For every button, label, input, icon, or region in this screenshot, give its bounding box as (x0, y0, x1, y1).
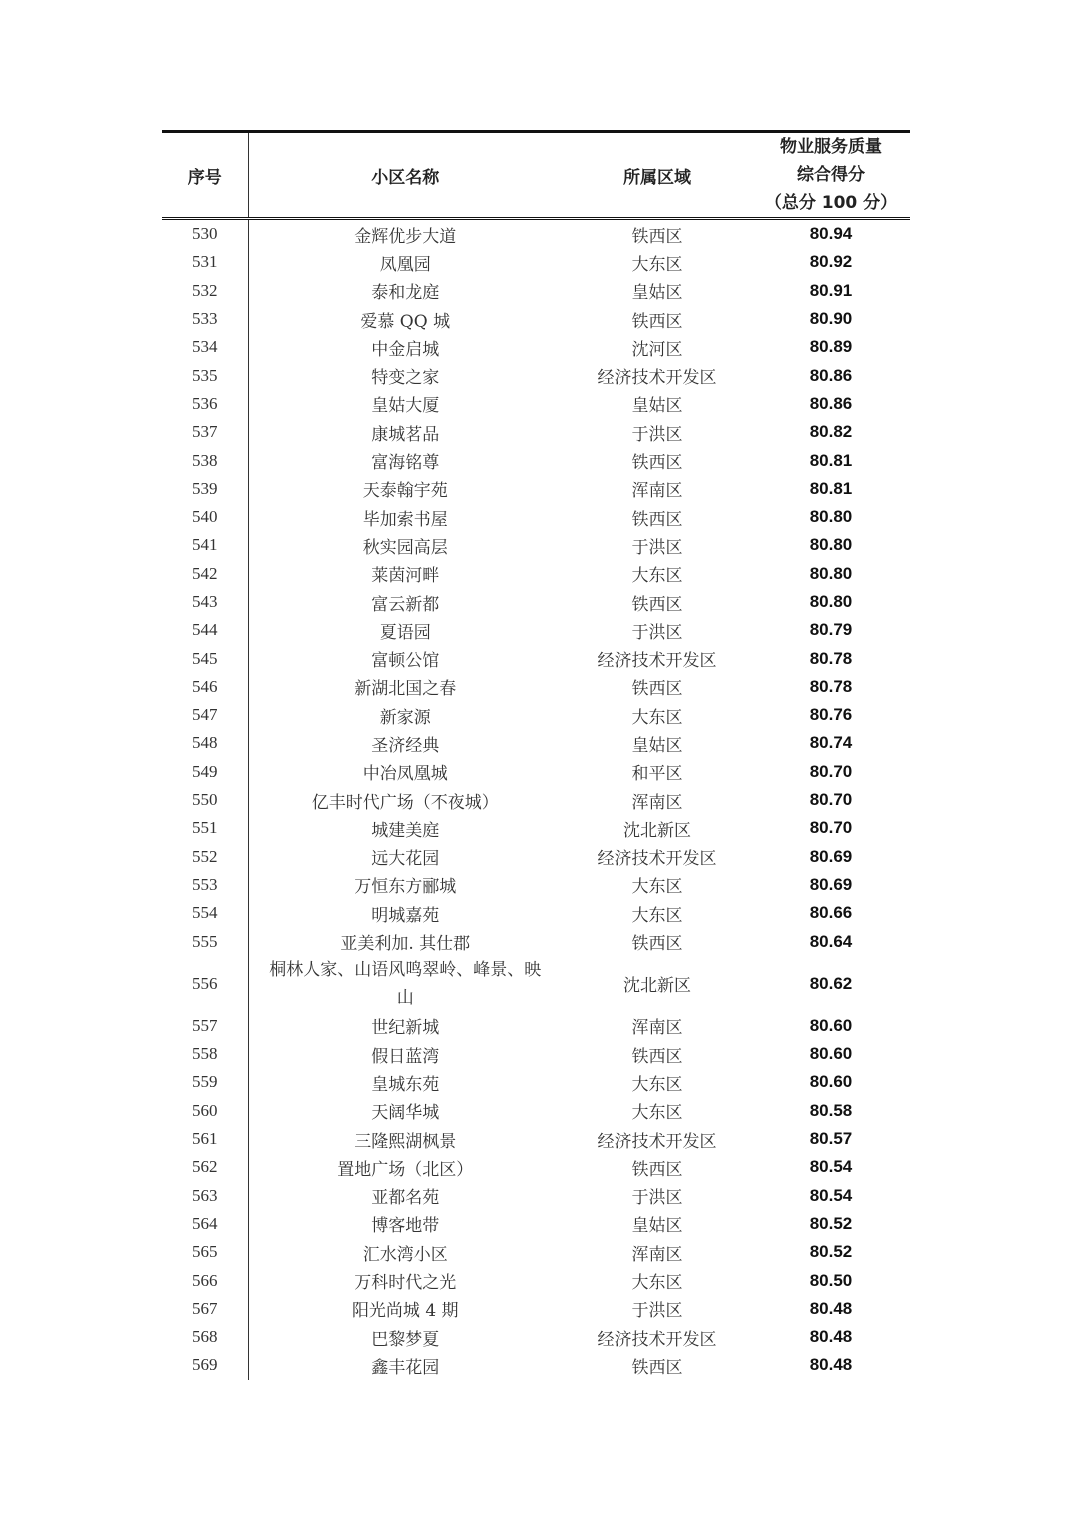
row-index: 537 (162, 418, 248, 446)
table-row (162, 956, 910, 1012)
row-index: 540 (162, 503, 248, 531)
row-district: 皇姑区 (631, 396, 683, 417)
row-index: 562 (162, 1153, 248, 1181)
table-row (162, 475, 910, 503)
row-community-name: 中金启城 (371, 339, 440, 360)
row-district: 大东区 (631, 254, 683, 275)
row-district: 大东区 (631, 1103, 683, 1124)
row-district: 于洪区 (631, 1188, 683, 1209)
row-index: 558 (162, 1040, 248, 1068)
row-community-name: 富顿公馆 (371, 651, 440, 672)
row-community-name: 金辉优步大道 (354, 226, 457, 247)
row-score: 80.90 (809, 309, 853, 329)
row-score: 80.78 (809, 648, 853, 668)
row-score: 80.52 (809, 1242, 853, 1262)
table-row (162, 1012, 910, 1040)
row-index: 538 (162, 446, 248, 474)
header-index: 序号 (162, 132, 248, 219)
row-score: 80.80 (809, 563, 853, 583)
row-community-name: 鑫丰花园 (371, 1357, 440, 1378)
row-score: 80.58 (809, 1100, 853, 1120)
row-district: 大东区 (631, 877, 683, 898)
row-index: 553 (162, 871, 248, 899)
row-index: 549 (162, 758, 248, 786)
row-community-name: 亚美利加. 其仕郡 (340, 934, 471, 955)
header-row (162, 132, 910, 219)
table-row (162, 1182, 910, 1210)
row-index: 551 (162, 814, 248, 842)
row-district: 浑南区 (631, 1244, 683, 1265)
row-index: 542 (162, 560, 248, 588)
row-index: 554 (162, 899, 248, 927)
row-district: 于洪区 (631, 424, 683, 445)
row-score: 80.94 (809, 224, 853, 244)
row-score: 80.50 (809, 1270, 853, 1290)
row-community-name: 远大花园 (371, 849, 440, 870)
row-index: 563 (162, 1182, 248, 1210)
row-index: 547 (162, 701, 248, 729)
row-index: 556 (162, 956, 248, 1012)
row-score: 80.48 (809, 1298, 853, 1318)
row-community-name (248, 956, 562, 1012)
row-community-name: 特变之家 (371, 368, 440, 389)
property-service-ranking-table (162, 130, 910, 1380)
row-community-name: 阳光尚城 4 期 (351, 1301, 459, 1322)
ranking-table-container (162, 130, 910, 1380)
row-district: 大东区 (631, 905, 683, 926)
table-row (162, 814, 910, 842)
row-community-name: 三隆熙湖枫景 (354, 1131, 457, 1152)
row-community-name: 皇城东苑 (371, 1074, 440, 1095)
row-index: 550 (162, 786, 248, 814)
row-district: 铁西区 (631, 594, 683, 615)
table-row (162, 758, 910, 786)
row-district: 皇姑区 (631, 283, 683, 304)
header-community-name: 小区名称 (371, 167, 440, 188)
header-district: 所属区域 (623, 167, 691, 188)
row-district: 沈北新区 (623, 976, 691, 997)
row-district: 经济技术开发区 (597, 1131, 717, 1152)
row-district: 大东区 (631, 566, 683, 587)
row-community-name: 皇姑大厦 (371, 396, 440, 417)
row-district: 皇姑区 (631, 735, 683, 756)
row-score: 80.78 (809, 676, 853, 696)
row-district: 铁西区 (631, 679, 683, 700)
table-row (162, 305, 910, 333)
row-index: 565 (162, 1238, 248, 1266)
row-community-name: 中冶凤凰城 (362, 764, 448, 785)
row-community-name: 秋实园高层 (362, 537, 448, 558)
row-community-name: 天泰翰宇苑 (362, 481, 448, 502)
row-community-name: 世纪新城 (371, 1018, 440, 1039)
header-score-line1: 物业服务质量 (780, 137, 882, 157)
row-score: 80.80 (809, 507, 853, 527)
row-community-name: 汇水湾小区 (362, 1244, 448, 1265)
table-row (162, 503, 910, 531)
row-community-name: 圣济经典 (371, 735, 440, 756)
row-score: 80.70 (809, 761, 853, 781)
row-community-name: 城建美庭 (371, 820, 440, 841)
row-index: 546 (162, 673, 248, 701)
row-score: 80.81 (809, 478, 853, 498)
table-row (162, 1295, 910, 1323)
row-index: 536 (162, 390, 248, 418)
row-score: 80.66 (809, 903, 853, 923)
row-index: 543 (162, 588, 248, 616)
table-row (162, 1238, 910, 1266)
row-community-name: 假日蓝湾 (371, 1046, 440, 1067)
table-row (162, 1125, 910, 1153)
row-index: 534 (162, 333, 248, 361)
row-district: 大东区 (631, 707, 683, 728)
row-district: 铁西区 (631, 1159, 683, 1180)
row-index: 541 (162, 531, 248, 559)
row-community-name: 凤凰园 (379, 254, 431, 275)
table-row (162, 361, 910, 389)
row-community-name: 新湖北国之春 (354, 679, 457, 700)
table-row (162, 446, 910, 474)
table-row (162, 1323, 910, 1351)
table-row (162, 390, 910, 418)
table-body (162, 219, 910, 1380)
table-row (162, 1351, 910, 1379)
row-name-line1: 桐林人家、山语风鸣翠岭、峰景、映 (269, 959, 542, 980)
row-score: 80.70 (809, 818, 853, 838)
row-index: 569 (162, 1351, 248, 1379)
row-district: 经济技术开发区 (597, 1329, 717, 1350)
header-score (752, 132, 910, 219)
row-score: 80.89 (809, 337, 853, 357)
table-row (162, 248, 910, 276)
table-row (162, 1068, 910, 1096)
row-score: 80.86 (809, 393, 853, 413)
row-community-name: 新家源 (379, 707, 431, 728)
row-index: 566 (162, 1266, 248, 1294)
row-index: 530 (162, 219, 248, 249)
row-index: 560 (162, 1097, 248, 1125)
table-row (162, 701, 910, 729)
table-row (162, 418, 910, 446)
table-row (162, 871, 910, 899)
row-community-name: 泰和龙庭 (371, 283, 440, 304)
row-community-name: 亚都名苑 (371, 1188, 440, 1209)
row-score: 80.48 (809, 1355, 853, 1375)
row-district: 铁西区 (631, 311, 683, 332)
table-header (162, 132, 910, 219)
row-district: 铁西区 (631, 226, 683, 247)
row-score: 80.86 (809, 365, 853, 385)
row-score: 80.69 (809, 846, 853, 866)
table-row (162, 1266, 910, 1294)
table-row (162, 729, 910, 757)
row-index: 539 (162, 475, 248, 503)
row-district: 铁西区 (631, 1046, 683, 1067)
row-district: 和平区 (631, 764, 683, 785)
row-index: 567 (162, 1295, 248, 1323)
table-row (162, 616, 910, 644)
row-score: 80.60 (809, 1015, 853, 1035)
row-score: 80.57 (809, 1129, 853, 1149)
table-row (162, 843, 910, 871)
header-score-line2: 综合得分 (797, 165, 865, 185)
row-community-name: 巴黎梦夏 (371, 1329, 440, 1350)
row-community-name: 天阔华城 (371, 1103, 440, 1124)
row-district: 于洪区 (631, 1301, 683, 1322)
row-community-name: 置地广场（北区） (337, 1159, 474, 1180)
table-row (162, 333, 910, 361)
row-community-name: 康城茗品 (371, 424, 440, 445)
table-row (162, 1040, 910, 1068)
row-index: 559 (162, 1068, 248, 1096)
row-score: 80.52 (809, 1213, 853, 1233)
row-score: 80.60 (809, 1072, 853, 1092)
row-district: 沈河区 (631, 339, 683, 360)
table-row (162, 219, 910, 249)
row-index: 552 (162, 843, 248, 871)
row-index: 557 (162, 1012, 248, 1040)
row-community-name: 富云新都 (371, 594, 440, 615)
row-index: 535 (162, 361, 248, 389)
row-community-name: 爱慕 QQ 城 (360, 311, 451, 332)
row-district: 于洪区 (631, 622, 683, 643)
row-score: 80.79 (809, 620, 853, 640)
table-row (162, 927, 910, 955)
row-community-name: 莱茵河畔 (371, 566, 440, 587)
table-row (162, 588, 910, 616)
header-score-line3: （总分 100 分） (764, 193, 898, 213)
row-community-name: 万恒东方郦城 (354, 877, 457, 898)
row-district: 经济技术开发区 (597, 849, 717, 870)
row-index: 532 (162, 277, 248, 305)
row-score: 80.81 (809, 450, 853, 470)
row-district: 经济技术开发区 (597, 368, 717, 389)
row-community-name: 万科时代之光 (354, 1273, 457, 1294)
row-district: 沈北新区 (623, 820, 691, 841)
table-row (162, 1210, 910, 1238)
row-score: 80.54 (809, 1157, 853, 1177)
row-index: 548 (162, 729, 248, 757)
row-community-name: 博客地带 (371, 1216, 440, 1237)
row-score: 80.92 (809, 252, 853, 272)
row-index: 533 (162, 305, 248, 333)
row-district: 浑南区 (631, 481, 683, 502)
row-score: 80.48 (809, 1327, 853, 1347)
row-index: 531 (162, 248, 248, 276)
row-community-name: 亿丰时代广场（不夜城） (311, 792, 499, 813)
row-score: 80.69 (809, 874, 853, 894)
table-row (162, 786, 910, 814)
row-score: 80.80 (809, 535, 853, 555)
row-district: 于洪区 (631, 537, 683, 558)
row-index: 545 (162, 644, 248, 672)
row-score: 80.70 (809, 790, 853, 810)
row-score: 80.76 (809, 705, 853, 725)
table-row (162, 560, 910, 588)
row-district: 浑南区 (631, 1018, 683, 1039)
row-score: 80.91 (809, 280, 853, 300)
row-district: 大东区 (631, 1273, 683, 1294)
table-row (162, 1097, 910, 1125)
row-district: 铁西区 (631, 934, 683, 955)
row-score: 80.60 (809, 1044, 853, 1064)
row-community-name: 明城嘉苑 (371, 905, 440, 926)
row-community-name: 富海铭尊 (371, 453, 440, 474)
table-row (162, 673, 910, 701)
row-district: 经济技术开发区 (597, 651, 717, 672)
row-district: 铁西区 (631, 509, 683, 530)
table-row (162, 644, 910, 672)
row-index: 561 (162, 1125, 248, 1153)
table-row (162, 899, 910, 927)
table-row (162, 1153, 910, 1181)
table-row (162, 531, 910, 559)
row-index: 544 (162, 616, 248, 644)
row-index: 568 (162, 1323, 248, 1351)
row-name-line2: 山 (396, 987, 414, 1008)
row-score: 80.74 (809, 733, 853, 753)
row-score: 80.54 (809, 1185, 853, 1205)
row-community-name: 毕加索书屋 (362, 509, 448, 530)
row-index: 564 (162, 1210, 248, 1238)
row-community-name: 夏语园 (379, 622, 431, 643)
row-district: 铁西区 (631, 1357, 683, 1378)
row-district: 皇姑区 (631, 1216, 683, 1237)
row-score: 80.80 (809, 592, 853, 611)
row-district: 大东区 (631, 1074, 683, 1095)
table-row (162, 277, 910, 305)
row-index: 555 (162, 927, 248, 955)
row-district: 浑南区 (631, 792, 683, 813)
row-score: 80.82 (809, 422, 853, 442)
row-score: 80.64 (809, 931, 853, 951)
row-district: 铁西区 (631, 453, 683, 474)
row-score: 80.62 (809, 973, 853, 993)
